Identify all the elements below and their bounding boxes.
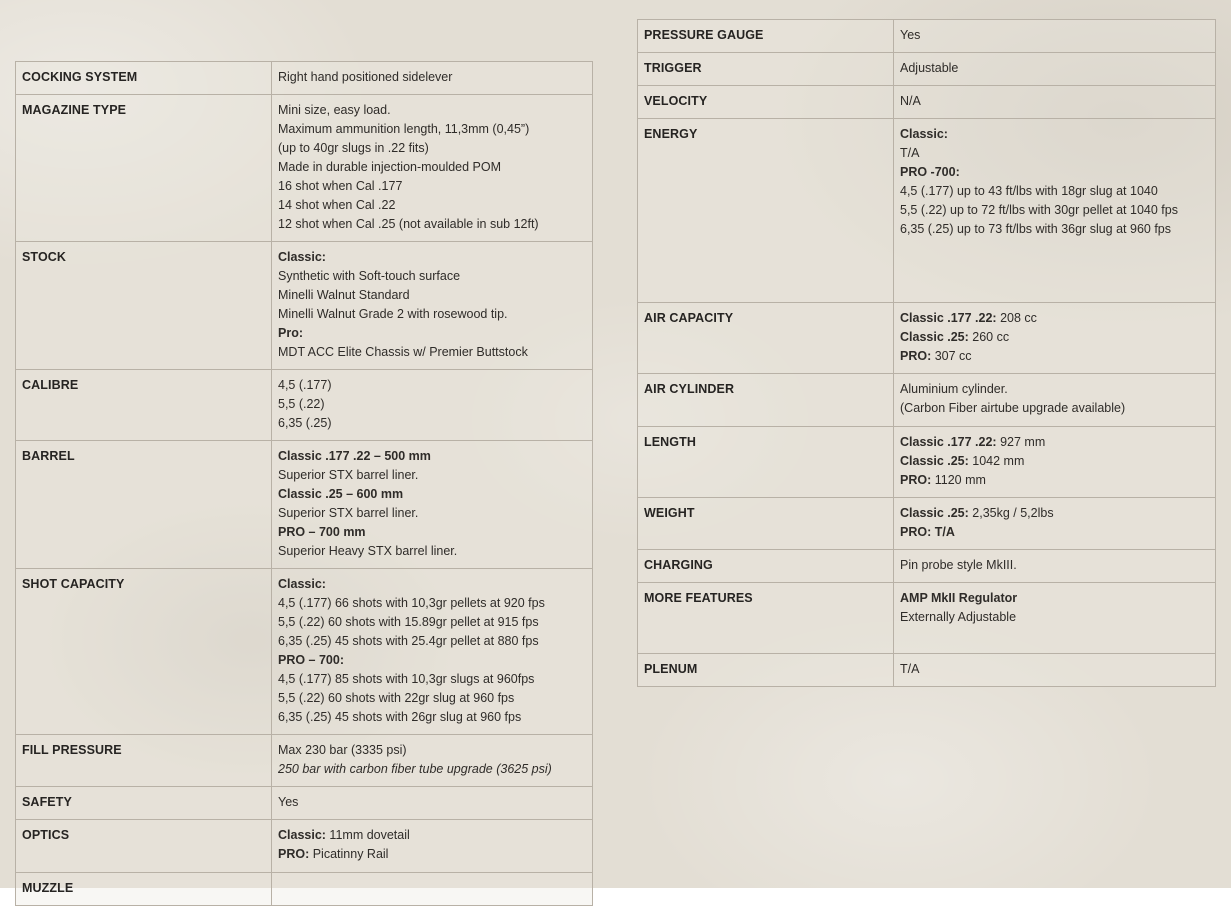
spec-label: SAFETY [16, 787, 272, 820]
spec-value-emphasis: AMP MkII Regulator [900, 591, 1018, 605]
spec-value [894, 53, 1216, 86]
spec-value-text: Minelli Walnut Standard [278, 288, 410, 302]
spec-label: WEIGHT [638, 498, 894, 550]
spec-value-line [278, 651, 585, 670]
spec-row-optics [16, 820, 593, 873]
spec-value-text: Superior STX barrel liner. [278, 506, 419, 520]
spec-row-pressure-gauge [638, 20, 1216, 53]
spec-value-line [278, 215, 585, 234]
spec-value [272, 787, 593, 820]
spec-value-text: 6,35 (.25) [278, 416, 332, 430]
spec-label: AIR CAPACITY [638, 303, 894, 374]
spec-row-air-capacity [638, 303, 1216, 374]
spec-row-plenum [638, 654, 1216, 687]
spec-label: PRESSURE GAUGE [638, 20, 894, 53]
spec-row-magazine-type [16, 95, 593, 242]
spec-value-text: 5,5 (.22) 60 shots with 15.89gr pellet at 915 fps [278, 615, 539, 629]
spec-value [272, 242, 593, 370]
spec-value [272, 820, 593, 873]
spec-row-cocking-system [16, 62, 593, 95]
spec-value-line [278, 101, 585, 120]
spec-value-line [278, 542, 585, 561]
spec-value-line [900, 328, 1208, 347]
spec-value-line [900, 399, 1208, 418]
spec-value [272, 735, 593, 787]
spec-label: MORE FEATURES [638, 583, 894, 654]
spec-value-emphasis: Classic .25: [900, 330, 969, 344]
spec-value-text: Mini size, easy load. [278, 103, 391, 117]
spec-label: CHARGING [638, 550, 894, 583]
spec-value-line [278, 158, 585, 177]
spec-value-line [278, 689, 585, 708]
spec-value-text: N/A [900, 94, 921, 108]
spec-value-line [900, 201, 1208, 220]
spec-value-text: Yes [278, 795, 299, 809]
spec-value-text: Superior STX barrel liner. [278, 468, 419, 482]
spec-value-line [278, 395, 585, 414]
spec-value [894, 86, 1216, 119]
spec-value-line [900, 26, 1208, 45]
spec-value-line [900, 433, 1208, 452]
spec-value-text: Max 230 bar (3335 psi) [278, 743, 407, 757]
spec-value-line [900, 125, 1208, 144]
spec-value [272, 62, 593, 95]
spec-value-emphasis: PRO: [900, 473, 932, 487]
spec-label: CALIBRE [16, 370, 272, 441]
spec-value-line [278, 324, 585, 343]
spec-value-text: 4,5 (.177) up to 43 ft/lbs with 18gr slug at 1040 [900, 184, 1158, 198]
spec-value [894, 427, 1216, 498]
spec-value-text: 6,35 (.25) 45 shots with 26gr slug at 960 fps [278, 710, 522, 724]
spec-value-text: Pin probe style MkIII. [900, 558, 1017, 572]
spec-value-line [278, 845, 585, 864]
spec-value-emphasis: Classic: [278, 250, 326, 264]
spec-value-line [278, 68, 585, 87]
spec-value-line [278, 343, 585, 362]
spec-value-text: 11mm dovetail [325, 828, 410, 842]
spec-value-text: (Carbon Fiber airtube upgrade available) [900, 401, 1126, 415]
spec-value-line [278, 670, 585, 689]
spec-value-line [900, 220, 1208, 239]
spec-value [894, 20, 1216, 53]
spec-value-text: 927 mm [996, 435, 1046, 449]
spec-value-text: Yes [900, 28, 921, 42]
spec-value-line [900, 660, 1208, 679]
spec-value-line [900, 523, 1208, 542]
spec-value-line [900, 92, 1208, 111]
spec-value-text: 6,35 (.25) up to 73 ft/lbs with 36gr slug at 960 fps [900, 222, 1171, 236]
spec-value-line [278, 826, 585, 845]
spec-value-line [900, 452, 1208, 471]
spec-value-emphasis: Classic .177 .22 – 500 mm [278, 449, 431, 463]
spec-table-left [15, 61, 593, 906]
spec-value-line [278, 793, 585, 812]
spec-value-text: Adjustable [900, 61, 959, 75]
spec-value-line [900, 182, 1208, 201]
spec-row-more-features [638, 583, 1216, 654]
spec-value [272, 95, 593, 242]
spec-value-note: 250 bar with carbon fiber tube upgrade (3625 psi) [278, 762, 552, 776]
spec-value [894, 583, 1216, 654]
spec-label: BARREL [16, 441, 272, 569]
spec-label: PLENUM [638, 654, 894, 687]
spec-value-line [278, 196, 585, 215]
spec-value-emphasis: Classic .25 – 600 mm [278, 487, 404, 501]
spec-value-text: 16 shot when Cal .177 [278, 179, 403, 193]
spec-row-air-cylinder [638, 374, 1216, 427]
spec-value-line [278, 305, 585, 324]
spec-value-text: 5,5 (.22) up to 72 ft/lbs with 30gr pellet at 1040 fps [900, 203, 1178, 217]
spec-value-emphasis: Classic .177 .22: [900, 435, 997, 449]
spec-value-line [900, 347, 1208, 366]
spec-value-text: 4,5 (.177) 85 shots with 10,3gr slugs at 960fps [278, 672, 535, 686]
spec-label: COCKING SYSTEM [16, 62, 272, 95]
spec-value-line [278, 575, 585, 594]
spec-value-text: Made in durable injection-moulded POM [278, 160, 502, 174]
spec-value-emphasis: PRO – 700 mm [278, 525, 366, 539]
spec-value-text: Aluminium cylinder. [900, 382, 1008, 396]
spec-row-shot-capacity [16, 569, 593, 735]
spec-value-line [278, 594, 585, 613]
spec-value [894, 498, 1216, 550]
spec-value-line [278, 485, 585, 504]
spec-value [894, 550, 1216, 583]
spec-value-text: 6,35 (.25) 45 shots with 25.4gr pellet at 880 fps [278, 634, 539, 648]
spec-label: MAGAZINE TYPE [16, 95, 272, 242]
spec-value-line [278, 286, 585, 305]
spec-value-line [900, 504, 1208, 523]
spec-value-line [900, 144, 1208, 163]
spec-label: STOCK [16, 242, 272, 370]
spec-value-text: 1042 mm [968, 454, 1025, 468]
spec-value-text: Minelli Walnut Grade 2 with rosewood tip. [278, 307, 508, 321]
spec-value [894, 303, 1216, 374]
spec-row-length [638, 427, 1216, 498]
spec-value-emphasis: PRO – 700: [278, 653, 345, 667]
spec-label: TRIGGER [638, 53, 894, 86]
spec-row-velocity [638, 86, 1216, 119]
spec-value-line [278, 741, 585, 760]
spec-row-calibre [16, 370, 593, 441]
spec-value-line [900, 380, 1208, 399]
spec-value-text: 4,5 (.177) [278, 378, 332, 392]
spec-label: SHOT CAPACITY [16, 569, 272, 735]
spec-row-charging [638, 550, 1216, 583]
spec-value-line [900, 608, 1208, 627]
spec-value [272, 873, 593, 906]
spec-value-line [900, 163, 1208, 182]
spec-value-line [278, 760, 585, 779]
spec-value-emphasis: Classic: [900, 127, 948, 141]
spec-value [894, 374, 1216, 427]
spec-value-emphasis: Pro: [278, 326, 303, 340]
spec-value-line [900, 471, 1208, 490]
spec-value-line [278, 447, 585, 466]
spec-value-line [278, 504, 585, 523]
spec-row-energy [638, 119, 1216, 303]
spec-value-emphasis: Classic .25: [900, 506, 969, 520]
spec-value-text: Picatinny Rail [309, 847, 389, 861]
spec-value-text: 208 cc [996, 311, 1037, 325]
spec-table-left-body [16, 62, 593, 906]
spec-value-text: 260 cc [968, 330, 1010, 344]
spec-value-line [278, 613, 585, 632]
spec-table-right-body [638, 20, 1216, 687]
spec-value-line [900, 309, 1208, 328]
spec-value-emphasis: Classic .177 .22: [900, 311, 997, 325]
spec-value-line [278, 139, 585, 158]
spec-value-text: 5,5 (.22) 60 shots with 22gr slug at 960 fps [278, 691, 515, 705]
spec-value [894, 654, 1216, 687]
spec-value-emphasis: Classic .25: [900, 454, 969, 468]
spec-row-fill-pressure [16, 735, 593, 787]
spec-value-emphasis: PRO -700: [900, 165, 960, 179]
spec-value-text: Maximum ammunition length, 11,3mm (0,45”) [278, 122, 530, 136]
spec-value-line [278, 248, 585, 267]
spec-value [272, 370, 593, 441]
spec-row-weight [638, 498, 1216, 550]
spec-label: VELOCITY [638, 86, 894, 119]
spec-value-emphasis: PRO: [278, 847, 310, 861]
spec-row-muzzle [16, 873, 593, 906]
spec-row-barrel [16, 441, 593, 569]
spec-label: ENERGY [638, 119, 894, 303]
spec-row-safety [16, 787, 593, 820]
spec-value-text: Externally Adjustable [900, 610, 1017, 624]
spec-value-line [900, 589, 1208, 608]
spec-value-text: Right hand positioned sidelever [278, 70, 453, 84]
spec-label: LENGTH [638, 427, 894, 498]
spec-label: FILL PRESSURE [16, 735, 272, 787]
spec-row-trigger [638, 53, 1216, 86]
spec-value-text: 12 shot when Cal .25 (not available in sub 12ft) [278, 217, 539, 231]
spec-value-line [278, 376, 585, 395]
spec-row-stock [16, 242, 593, 370]
spec-value-text: 2,35kg / 5,2lbs [968, 506, 1054, 520]
spec-value-emphasis: PRO: T/A [900, 525, 955, 539]
spec-value-line [278, 267, 585, 286]
spec-value-emphasis: Classic: [278, 577, 326, 591]
spec-value-text: MDT ACC Elite Chassis w/ Premier Buttstock [278, 345, 528, 359]
spec-value-text: 1120 mm [931, 473, 986, 487]
spec-value-line [900, 556, 1208, 575]
spec-value [894, 119, 1216, 303]
spec-value-emphasis: Classic: [278, 828, 326, 842]
spec-value-text: T/A [900, 146, 920, 160]
spec-label: AIR CYLINDER [638, 374, 894, 427]
spec-value-line [278, 177, 585, 196]
spec-value-line [900, 59, 1208, 78]
spec-value-line [278, 120, 585, 139]
spec-label: OPTICS [16, 820, 272, 873]
spec-value-text: 4,5 (.177) 66 shots with 10,3gr pellets at 920 fps [278, 596, 545, 610]
spec-value-line [278, 523, 585, 542]
spec-value-line [278, 708, 585, 727]
spec-value-text: T/A [900, 662, 920, 676]
spec-value-line [278, 466, 585, 485]
spec-value-text: Synthetic with Soft-touch surface [278, 269, 461, 283]
spec-value-text: (up to 40gr slugs in .22 fits) [278, 141, 429, 155]
spec-value-text: Superior Heavy STX barrel liner. [278, 544, 458, 558]
spec-value [272, 441, 593, 569]
spec-value-text: 14 shot when Cal .22 [278, 198, 396, 212]
spec-value-text: 307 cc [931, 349, 972, 363]
spec-label: MUZZLE [16, 873, 272, 906]
spec-value [272, 569, 593, 735]
spec-value-line [278, 632, 585, 651]
spec-value-text: 5,5 (.22) [278, 397, 325, 411]
spec-value-emphasis: PRO: [900, 349, 932, 363]
spec-value-line [278, 414, 585, 433]
spec-table-right [637, 19, 1216, 687]
